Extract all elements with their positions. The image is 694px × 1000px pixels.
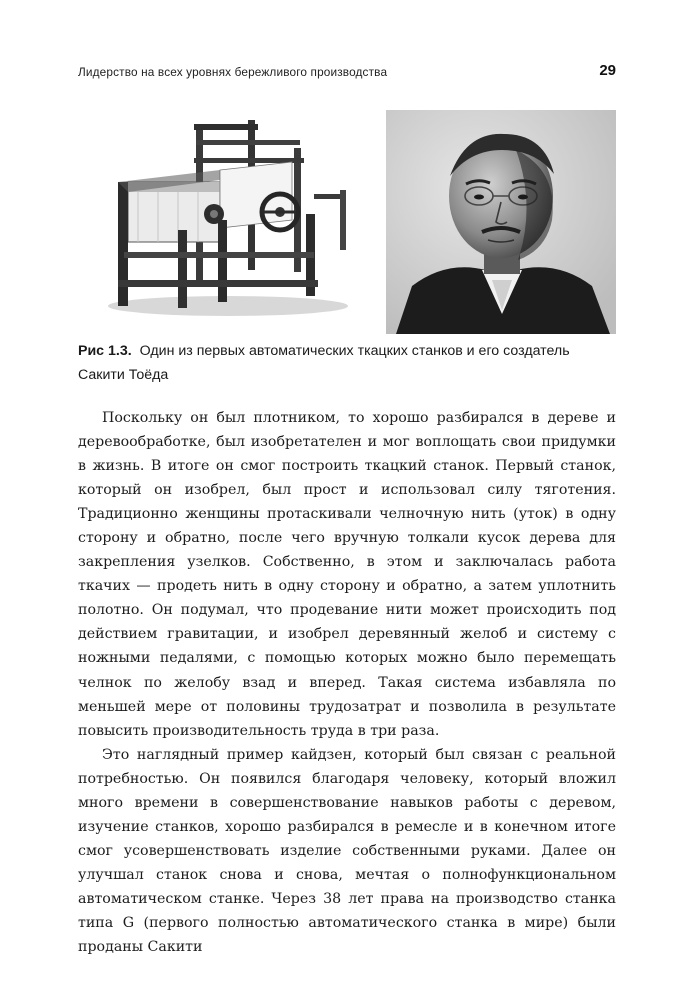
figure (78, 110, 616, 334)
portrait-photo (386, 110, 616, 334)
running-head (78, 62, 616, 84)
running-title: Лидерство на всех уровнях бережливого производства (78, 65, 388, 79)
portrait-illustration (386, 110, 616, 334)
loom-illustration (78, 110, 380, 334)
figure-caption (78, 339, 618, 387)
loom-photo (78, 110, 380, 334)
page-number: 29 (599, 62, 616, 79)
caption-text: Один из первых автоматических ткацких станков и его создатель Сакити Тоёда (78, 343, 570, 383)
paragraph-1: Поскольку он был плотником, то хорошо разбирался в дереве и деревообработке, был изобретателен и мог воплощать свои придумки в жизнь. В итоге он смог построить ткацкий станок. Первый станок, который он изобрел, был прост и использовал силу тяготения. Традиционно женщины протаскивали челночную нить (уток) в одну сторону и обратно, после чего вручную толкали кусок дерева для закрепления узелков. Собственно, в этом и заключалась работа ткачих — продеть нить в одну сторону и обратно, а затем уплотнить полотно. Он подумал, что продевание нити может происходить под действием гравитации, и изобрел деревянный желоб и систему с ножными педалями, с помощью которых можно было перемещать челнок по желобу взад и вперед. Такая система избавляла по меньшей мере от половины трудозатрат и позволила в результате повысить производительность труда в три раза. (78, 410, 616, 739)
caption-label: Рис 1.3. (78, 343, 132, 359)
paragraph-2: Это наглядный пример кайдзен, который был связан с реальной потребностью. Он появился благодаря человеку, который вложил много времени в совершенствование навыков работы с деревом, изучение станков, хорошо разбирался в ремесле и в конечном итоге смог усовершенствовать изделие собственными руками. Далее он улучшал станок снова и снова, мечтая о полнофункциональном автоматическом станке. Через 38 лет права на производство станка типа G (первого полностью автоматического станка в мире) были проданы Сакити (78, 746, 616, 956)
body-text (78, 406, 616, 959)
